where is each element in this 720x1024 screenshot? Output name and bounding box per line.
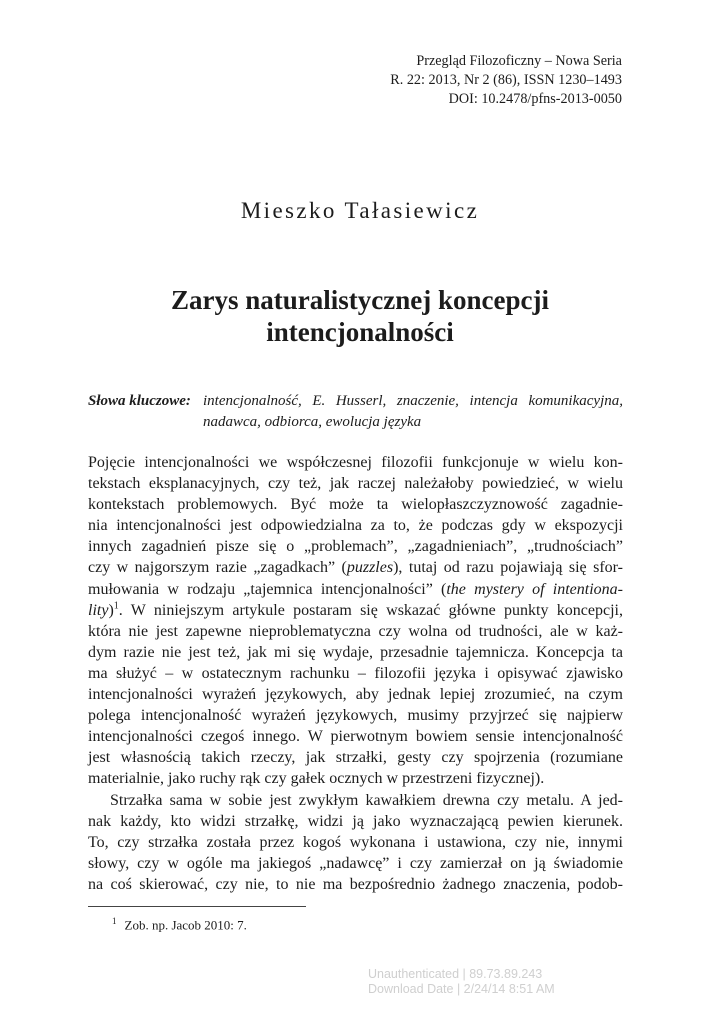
journal-name: Przegląd Filozoficzny – Nowa Seria: [416, 53, 622, 69]
body-line: [88, 557, 623, 578]
footnote-number: 1: [112, 916, 117, 926]
body-line: innych zagadnień pisze się o „problemach”, „zagadnieniach”, „trudnościach”: [88, 538, 623, 556]
footnote-ref[interactable]: 1: [113, 600, 119, 612]
body-line: ma służyć – w ostatecznym rachunku – filozofii języka i opisywać zjawisko: [88, 664, 623, 682]
body-line: która nie jest zapewne nieproblematyczna czy wolna od trudności, ale w każ-: [88, 622, 623, 640]
keywords-line-2: nadawca, odbiorca, ewolucja języka: [203, 414, 422, 431]
italic-term: puzzles: [346, 559, 394, 577]
body-line: tekstach eksplanacyjnych, czy też, jak raczej należałoby powiedzieć, w wielu: [88, 475, 623, 493]
body-line: intencjonalności wyrażeń językowych, aby jednak lepiej zrozumieć, na czym: [88, 686, 623, 704]
body-line: na coś skierować, czy nie, to nie ma bezpośrednio żadnego znaczenia, podob-: [88, 875, 623, 893]
footnote: [112, 916, 247, 933]
body-line: jest własnością takich rzeczy, jak strzałki, gesty czy spojrzenia (rozumiane: [88, 749, 623, 767]
title-line-2: intencjonalności: [266, 317, 454, 347]
text-run: czy w najgorszym razie „zagadkach” (: [88, 559, 347, 577]
keywords: [88, 390, 623, 432]
body-line: Strzałka sama w sobie jest zwykłym kawałkiem drewna czy metalu. A jed-: [110, 791, 623, 809]
body-line: intencjonalności czegoś innego. W pierwotnym bowiem sensie intencjonalność: [88, 728, 623, 746]
download-watermark: [368, 967, 555, 997]
body-line: kontekstach problemowych. Być może ta wielopłaszczyznowość zagadnie-: [88, 496, 623, 514]
body-line: nia intencjonalności jest odpowiedzialna za to, że podczas gdy w ekspozycji: [88, 517, 623, 535]
body-line: nak każdy, kto widzi strzałkę, widzi ją jako wyznaczającą pewien kierunek.: [88, 812, 623, 830]
body-line: słowy, czy w ogóle ma jakiegoś „nadawcę” i czy zamierzał on ją świadomie: [88, 854, 623, 872]
journal-issue: R. 22: 2013, Nr 2 (86), ISSN 1230–1493: [390, 72, 622, 88]
text-run: mułowania w rodzaju „tajemnica intencjonalności” (: [88, 580, 447, 598]
journal-doi: DOI: 10.2478/pfns-2013-0050: [448, 91, 622, 107]
body-line: [88, 600, 623, 621]
keywords-line-1: intencjonalność, E. Husserl, znaczenie, intencja komunikacyjna,: [203, 393, 623, 409]
italic-term: lity: [88, 601, 109, 619]
watermark-line-1: Unauthenticated | 89.73.89.243: [368, 967, 543, 981]
watermark-line-2: Download Date | 2/24/14 8:51 AM: [368, 982, 555, 996]
keywords-list: [203, 390, 623, 432]
body-line: polega intencjonalność wyrażeń językowych, musimy przyjrzeć się najpierw: [88, 707, 623, 725]
body-line: materialnie, jako ruchy rąk czy gałek ocznych w przestrzeni fizycznej).: [88, 770, 545, 788]
body-line: dym razie nie jest też, jak mi się wydaje, przesadnie tajemnicza. Koncepcja ta: [88, 643, 623, 661]
text-run: ): [108, 601, 114, 619]
article-title: [100, 284, 620, 348]
body-line: [88, 579, 623, 600]
journal-header: [390, 52, 622, 109]
article-body: [88, 452, 623, 895]
body-line: To, czy strzałka została przez kogoś wykonana i ustawiona, czy nie, innymi: [88, 833, 623, 851]
footnote-divider: [88, 906, 306, 907]
text-run: . W niniejszym artykule postaram się wskazać główne punkty koncepcji,: [118, 601, 623, 619]
footnote-text: Zob. np. Jacob 2010: 7.: [124, 917, 247, 933]
author-name: Mieszko Tałasiewicz: [240, 198, 480, 223]
italic-term: the mystery of intentiona-: [446, 580, 624, 598]
title-line-1: Zarys naturalistycznej koncepcji: [171, 285, 549, 315]
body-line: Pojęcie intencjonalności we współczesnej filozofii funkcjonuje w wielu kon-: [88, 454, 623, 471]
text-run: ), tutaj od razu pojawiają się sfor-: [393, 559, 624, 577]
keywords-label: Słowa kluczowe:: [88, 393, 191, 409]
